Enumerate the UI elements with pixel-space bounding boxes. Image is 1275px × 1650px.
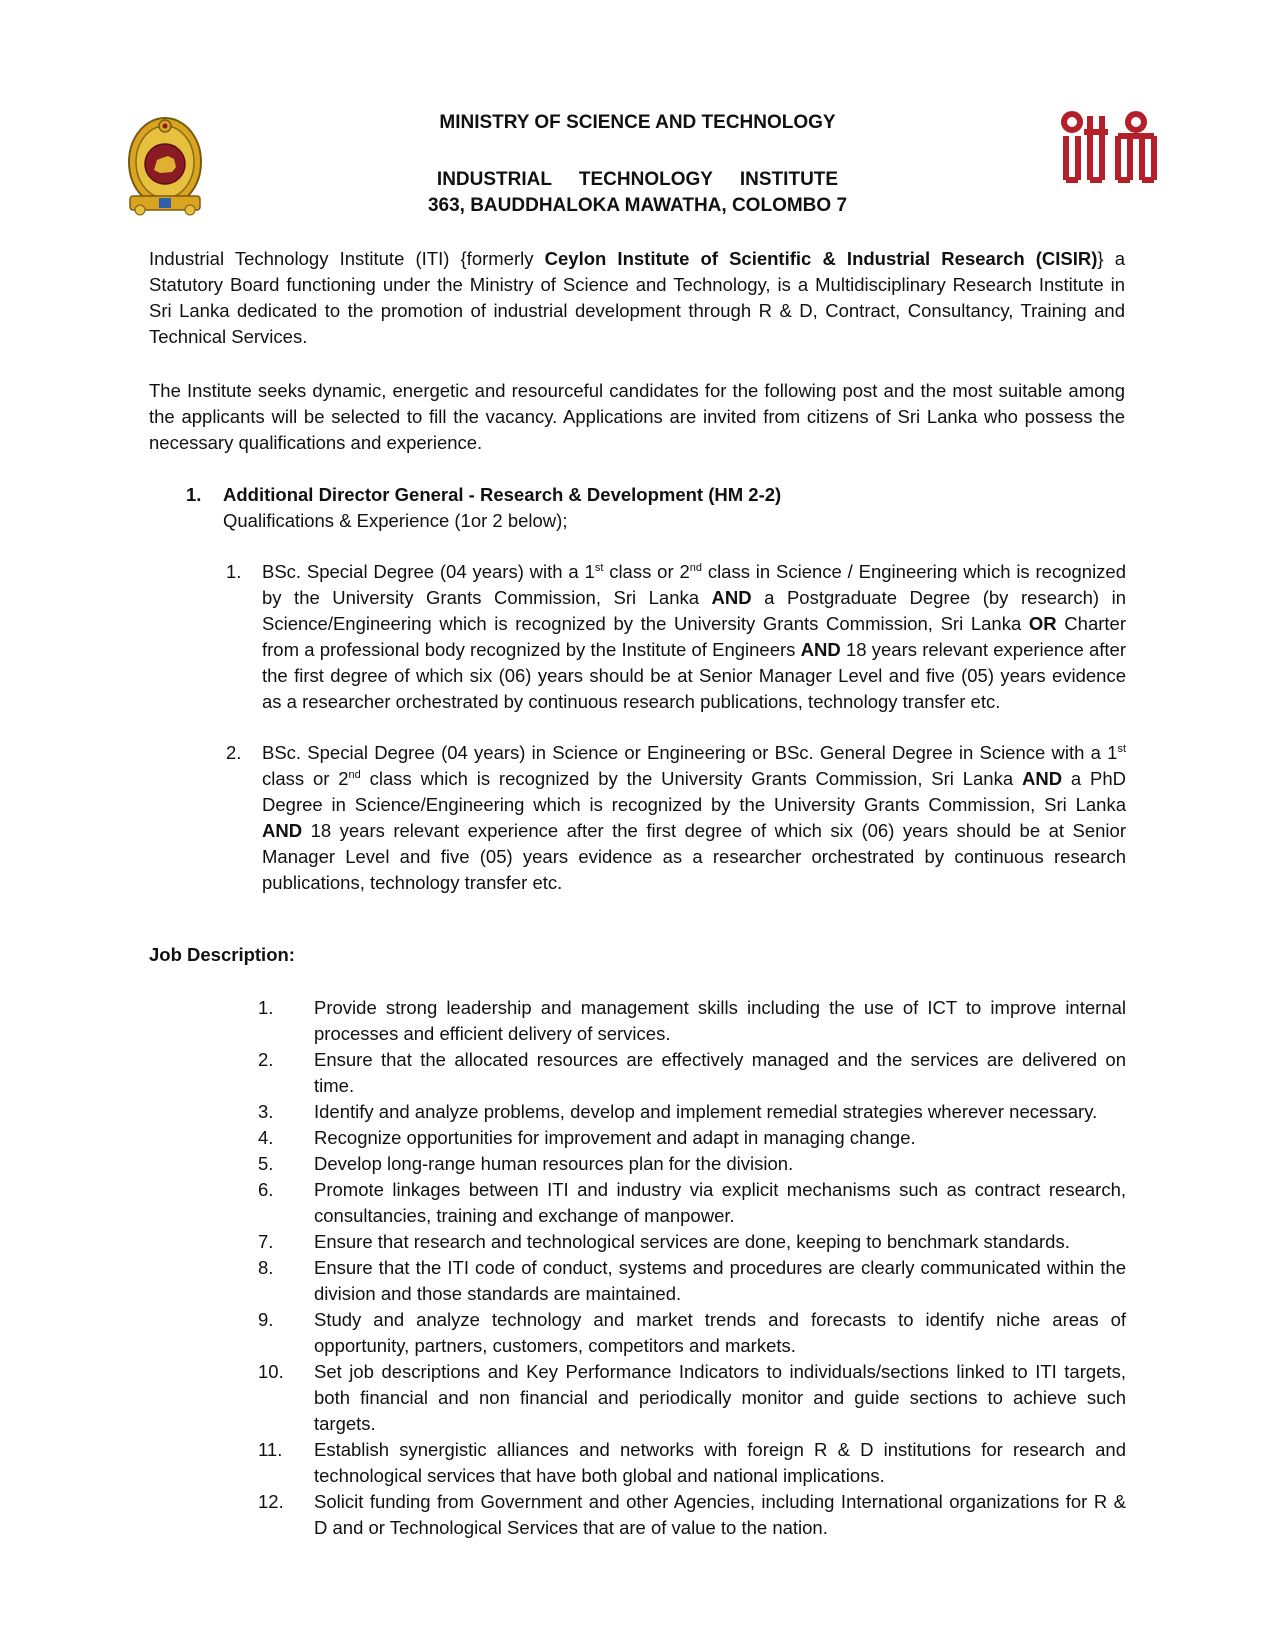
list-item [258, 1047, 1126, 1099]
item-text: Promote linkages between ITI and industry via explicit mechanisms such as contract research, consultancies, training and exchange of manpower. [314, 1179, 1126, 1226]
qualification-number: 2. [226, 742, 242, 763]
q2-text-2: class or 2 [262, 768, 349, 789]
q2-and-1: AND [1021, 768, 1063, 789]
list-item [258, 1359, 1126, 1437]
item-text: Provide strong leadership and management skills including the use of ICT to improve internal processes and efficient delivery of services. [314, 997, 1126, 1044]
item-text: Develop long-range human resources plan for the division. [314, 1153, 794, 1174]
call-paragraph: The Institute seeks dynamic, energetic and resourceful candidates for the following post and the most suitable among the applicants will be selected to fill the vacancy. Applications are invited from citizens of Sri Lanka who possess the necessary qualifications and experience. [149, 380, 1125, 453]
item-text: Ensure that research and technological services are done, keeping to benchmark standards. [314, 1231, 1070, 1252]
list-item [258, 1229, 1126, 1255]
post-subtitle: Qualifications & Experience (1or 2 below); [223, 510, 568, 531]
q1-text-6: 18 years relevant experience after the first degree of which six (06) years should be at Senior Manager Level and five (05) years evidence as a researcher orchestrated by continuous research publications, technology transfer etc. [262, 639, 1126, 712]
item-number: 7. [258, 1231, 274, 1252]
q1-and-2: AND [800, 639, 841, 660]
item-number: 5. [258, 1153, 274, 1174]
item-number: 12. [258, 1491, 284, 1512]
item-text: Ensure that the allocated resources are effectively managed and the services are delivered on time. [314, 1049, 1126, 1096]
post-number: 1. [186, 484, 202, 505]
item-number: 9. [258, 1309, 274, 1330]
q1-text-1: BSc. Special Degree (04 years) with a 1 [262, 561, 595, 582]
item-number: 8. [258, 1257, 274, 1278]
former-name: Ceylon Institute of Scientific & Industrial Research (CISIR) [544, 248, 1098, 269]
item-text: Solicit funding from Government and other Agencies, including International organizations for R & D and or Technological Services that are of value to the nation. [314, 1491, 1126, 1538]
list-item [258, 1489, 1126, 1541]
item-number: 11. [258, 1439, 283, 1460]
item-number: 3. [258, 1101, 274, 1122]
intro-paragraph [149, 246, 1125, 350]
item-text: Identify and analyze problems, develop and implement remedial strategies wherever necessary. [314, 1101, 1098, 1122]
q1-sup-1: st [594, 561, 604, 574]
q2-text-1: BSc. Special Degree (04 years) in Science or Engineering or BSc. General Degree in Science with a 1 [262, 742, 1118, 763]
item-text: Recognize opportunities for improvement and adapt in managing change. [314, 1127, 916, 1148]
job-description-list [258, 995, 1126, 1541]
q1-and-1: AND [711, 587, 752, 608]
qualification-text [262, 559, 1126, 715]
item-text: Ensure that the ITI code of conduct, systems and procedures are clearly communicated within the division and those standards are maintained. [314, 1257, 1126, 1304]
item-number: 10. [258, 1361, 284, 1382]
list-item [258, 1437, 1126, 1489]
item-text: Study and analyze technology and market trends and forecasts to identify niche areas of opportunity, partners, customers, competitors and markets. [314, 1309, 1126, 1356]
post-title: Additional Director General - Research & Development (HM 2-2) [223, 484, 782, 505]
q2-and-2: AND [262, 820, 303, 841]
q2-text-4: a PhD Degree in Science/Engineering which is recognized by the University Grants Commission, Sri Lanka [262, 768, 1126, 815]
item-number: 6. [258, 1179, 274, 1200]
q1-text-5: Charter from a professional body recognized by the Institute of Engineers [262, 613, 1126, 660]
institute-title: INDUSTRIAL TECHNOLOGY INSTITUTE [436, 169, 839, 190]
q2-text-3: class which is recognized by the University Grants Commission, Sri Lanka [360, 768, 1022, 789]
item-number: 1. [258, 997, 274, 1018]
q2-sup-1: st [1117, 742, 1126, 755]
q1-sup-2: nd [689, 561, 702, 574]
item-number: 4. [258, 1127, 274, 1148]
list-item [258, 1307, 1126, 1359]
q1-or-1: OR [1028, 613, 1057, 634]
q1-text-3: class in Science / Engineering which is recognized by the University Grants Commission, Sri Lanka [262, 561, 1127, 608]
list-item [258, 1177, 1126, 1229]
intro-text: Industrial Technology Institute (ITI) {formerly [149, 248, 545, 269]
item-number: 2. [258, 1049, 274, 1070]
q2-text-5: 18 years relevant experience after the first degree of which six (06) years should be at Senior Manager Level and five (05) years evidence as a researcher orchestrated by continuous research publications, technology transfer etc. [262, 820, 1126, 893]
institute-address: 363, BAUDDHALOKA MAWATHA, COLOMBO 7 [427, 195, 848, 216]
list-item [258, 1125, 1126, 1151]
q1-text-4: a Postgraduate Degree (by research) in Science/Engineering which is recognized by the University Grants Commission, Sri Lanka [262, 587, 1127, 634]
list-item [258, 1255, 1126, 1307]
list-item [258, 995, 1126, 1047]
list-item [258, 1151, 1126, 1177]
item-text: Set job descriptions and Key Performance Indicators to individuals/sections linked to ITI targets, both financial and non financial and periodically monitor and guide sections to achieve such targets. [314, 1361, 1126, 1434]
intro-text-cont: } a Statutory Board functioning under the Ministry of Science and Technology, is a Multidisciplinary Research Institute in Sri Lanka dedicated to the promotion of industrial development through R & D, Contract, Consultancy, Training and Technical Services. [149, 248, 1125, 347]
qualification-text [262, 740, 1126, 896]
q2-sup-2: nd [348, 768, 361, 781]
q1-text-2: class or 2 [603, 561, 690, 582]
job-description-heading: Job Description: [149, 944, 295, 965]
ministry-title: MINISTRY OF SCIENCE AND TECHNOLOGY [439, 112, 836, 133]
qualification-number: 1. [226, 561, 242, 582]
list-item [258, 1099, 1126, 1125]
item-text: Establish synergistic alliances and networks with foreign R & D institutions for research and technological services that have both global and national implications. [314, 1439, 1126, 1486]
